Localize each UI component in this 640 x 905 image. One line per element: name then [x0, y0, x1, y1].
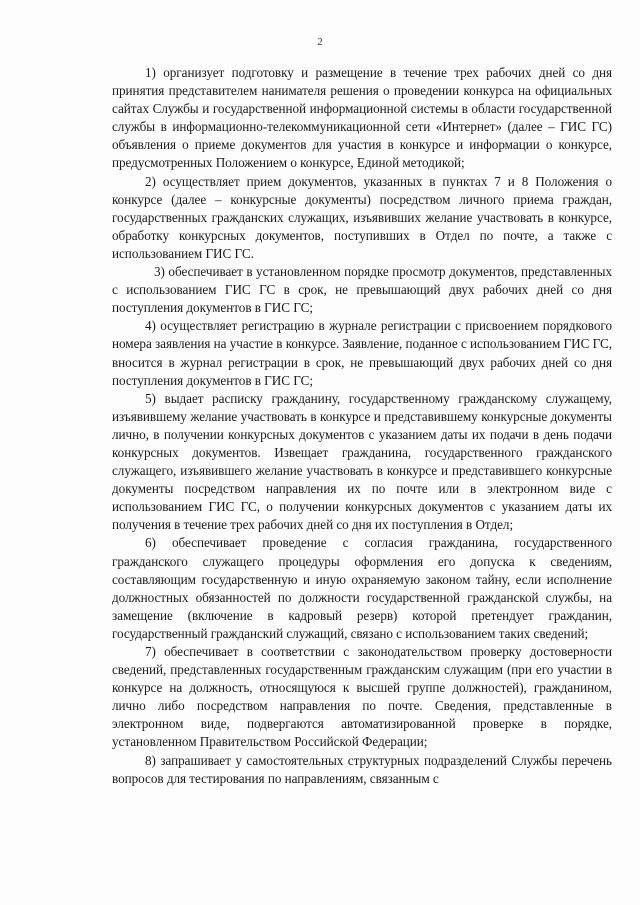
paragraph-item-1: 1) организует подготовку и размещение в течение трех рабочих дней со дня принятия представителем нанимателя решения о проведении конкурса на официальных сайтах Службы и государственной информационной системы в области государственной службы в информационно-телекоммуникационной сети «Интернет» (далее – ГИС ГС) объявления о приеме документов для участия в конкурсе и информации о конкурсе, предусмотренных Положением о конкурсе, Единой методикой;	[112, 65, 612, 171]
paragraph-item-2: 2) осуществляет прием документов, указанных в пунктах 7 и 8 Положения о конкурсе (далее – конкурсные документы) посредством личного приема граждан, государственных гражданских служащих, изъявивших желание участвовать в конкурсе, обработку конкурсных документов, поступивших в Отдел по почте, а также с использованием ГИС ГС.	[112, 173, 612, 261]
paragraph-item-6: 6) обеспечивает проведение с согласия гражданина, государственного гражданского служащего процедуры оформления его допуска к сведениям, составляющим государственную и иную охраняемую законом тайну, если исполнение должностных обязанностей по должности государственной гражданской службы, на замещение (включение в кадровый резерв) которой претендует гражданин, государственный гражданский служащий, связано с использованием таких сведений;	[112, 535, 612, 641]
paragraph-item-8: 8) запрашивает у самостоятельных структурных подразделений Службы перечень вопросов для тестирования по направлениям, связанным с	[112, 752, 612, 786]
paragraph-item-4: 4) осуществляет регистрацию в журнале регистрации с присвоением порядкового номера заявления на участие в конкурсе. Заявление, поданное с использованием ГИС ГС, вносится в журнал регистрации в срок, не превышающий двух рабочих дней со дня поступления документов в ГИС ГС;	[112, 318, 612, 388]
paragraph-item-7: 7) обеспечивает в соответствии с законодательством проверку достоверности сведений, представленных государственным гражданским служащим (при его участии в конкурсе на должность, относящуюся к высшей группе должностей), гражданином, лично либо посредством направления по почте. Сведения, представленные в электронном виде, подвергаются автоматизированной проверке в порядке, установленном Правительством Российской Федерации;	[112, 644, 612, 750]
paragraph-item-3: 3) обеспечивает в установленном порядке просмотр документов, представленных с использованием ГИС ГС в срок, не превышающий двух рабочих дней со дня поступления документов в ГИС ГС;	[112, 264, 612, 316]
page-number: 2	[317, 36, 323, 48]
paragraph-item-5: 5) выдает расписку гражданину, государственному гражданскому служащему, изъявившему желание участвовать в конкурсе и представившему конкурсные документы лично, в получении конкурсных документов с указанием даты их подачи в день подачи конкурсных документов. Извещает гражданина, государственного гражданского служащего, изъявившего желание участвовать в конкурсе и представившего конкурсные документы посредством направления их по почте или в электронном виде с использованием ГИС ГС, о получении конкурсных документов с указанием даты их получения в течение трех рабочих дней со дня их поступления в Отдел;	[112, 390, 612, 533]
document-body	[112, 64, 612, 788]
